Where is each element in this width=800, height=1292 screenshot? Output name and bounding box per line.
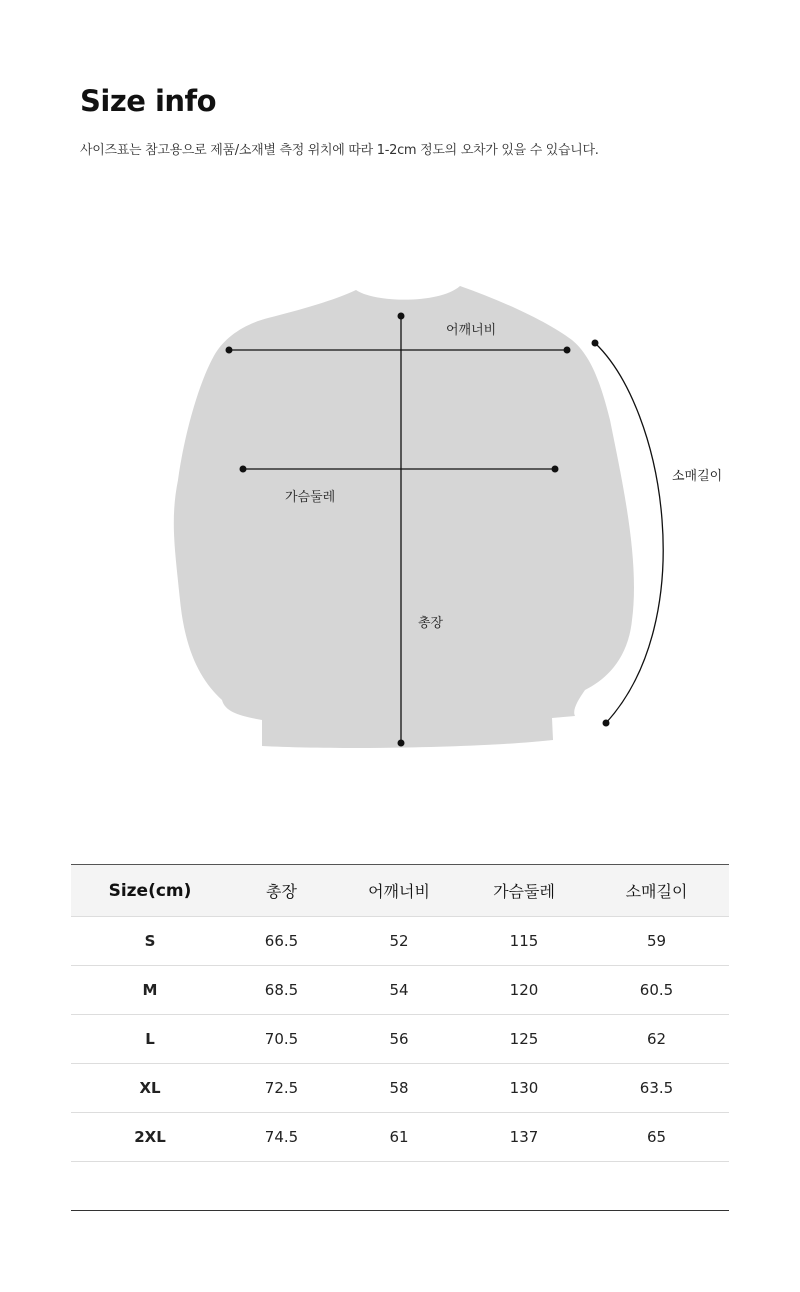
table-header-row bbox=[71, 865, 729, 917]
page-title: Size info bbox=[80, 84, 217, 118]
size-table bbox=[71, 864, 729, 1162]
shoulder-right-dot bbox=[564, 347, 571, 354]
length-cell: 70.5 bbox=[229, 1015, 334, 1064]
size-cell: L bbox=[71, 1015, 229, 1064]
column-header-chest: 가슴둘레 bbox=[464, 865, 584, 917]
shoulder-cell: 58 bbox=[334, 1064, 464, 1113]
chest-cell: 125 bbox=[464, 1015, 584, 1064]
column-header-shoulder: 어깨너비 bbox=[334, 865, 464, 917]
table-row bbox=[71, 1015, 729, 1064]
shoulder-cell: 56 bbox=[334, 1015, 464, 1064]
chest-label: 가슴둘레 bbox=[285, 490, 336, 505]
length-cell: 68.5 bbox=[229, 966, 334, 1015]
sleeve-label: 소매길이 bbox=[672, 469, 723, 484]
sleeve-cell: 60.5 bbox=[584, 966, 729, 1015]
length-label: 총장 bbox=[418, 616, 444, 631]
sleeve-cell: 63.5 bbox=[584, 1064, 729, 1113]
sweatshirt-shape bbox=[174, 286, 634, 748]
sleeve-cell: 62 bbox=[584, 1015, 729, 1064]
sleeve-bottom-dot bbox=[603, 720, 610, 727]
chest-right-dot bbox=[552, 466, 559, 473]
size-cell: S bbox=[71, 917, 229, 966]
length-cell: 72.5 bbox=[229, 1064, 334, 1113]
chest-cell: 115 bbox=[464, 917, 584, 966]
shoulder-left-dot bbox=[226, 347, 233, 354]
sleeve-top-dot bbox=[592, 340, 599, 347]
shoulder-cell: 61 bbox=[334, 1113, 464, 1162]
size-cell: M bbox=[71, 966, 229, 1015]
table-row bbox=[71, 1064, 729, 1113]
sleeve-cell: 59 bbox=[584, 917, 729, 966]
length-top-dot bbox=[398, 313, 405, 320]
length-cell: 74.5 bbox=[229, 1113, 334, 1162]
size-note: 사이즈표는 참고용으로 제품/소재별 측정 위치에 따라 1-2cm 정도의 오차가 있을 수 있습니다. bbox=[80, 143, 599, 158]
size-cell: 2XL bbox=[71, 1113, 229, 1162]
bottom-divider bbox=[71, 1210, 729, 1211]
size-cell: XL bbox=[71, 1064, 229, 1113]
length-bottom-dot bbox=[398, 740, 405, 747]
column-header-size: Size(cm) bbox=[71, 865, 229, 917]
chest-cell: 137 bbox=[464, 1113, 584, 1162]
sleeve-cell: 65 bbox=[584, 1113, 729, 1162]
shoulder-cell: 54 bbox=[334, 966, 464, 1015]
chest-cell: 120 bbox=[464, 966, 584, 1015]
table-row bbox=[71, 1113, 729, 1162]
chest-left-dot bbox=[240, 466, 247, 473]
table-row bbox=[71, 966, 729, 1015]
shoulder-label: 어깨너비 bbox=[446, 323, 497, 338]
table-row bbox=[71, 917, 729, 966]
length-cell: 66.5 bbox=[229, 917, 334, 966]
column-header-sleeve: 소매길이 bbox=[584, 865, 729, 917]
chest-cell: 130 bbox=[464, 1064, 584, 1113]
shoulder-cell: 52 bbox=[334, 917, 464, 966]
column-header-length: 총장 bbox=[229, 865, 334, 917]
